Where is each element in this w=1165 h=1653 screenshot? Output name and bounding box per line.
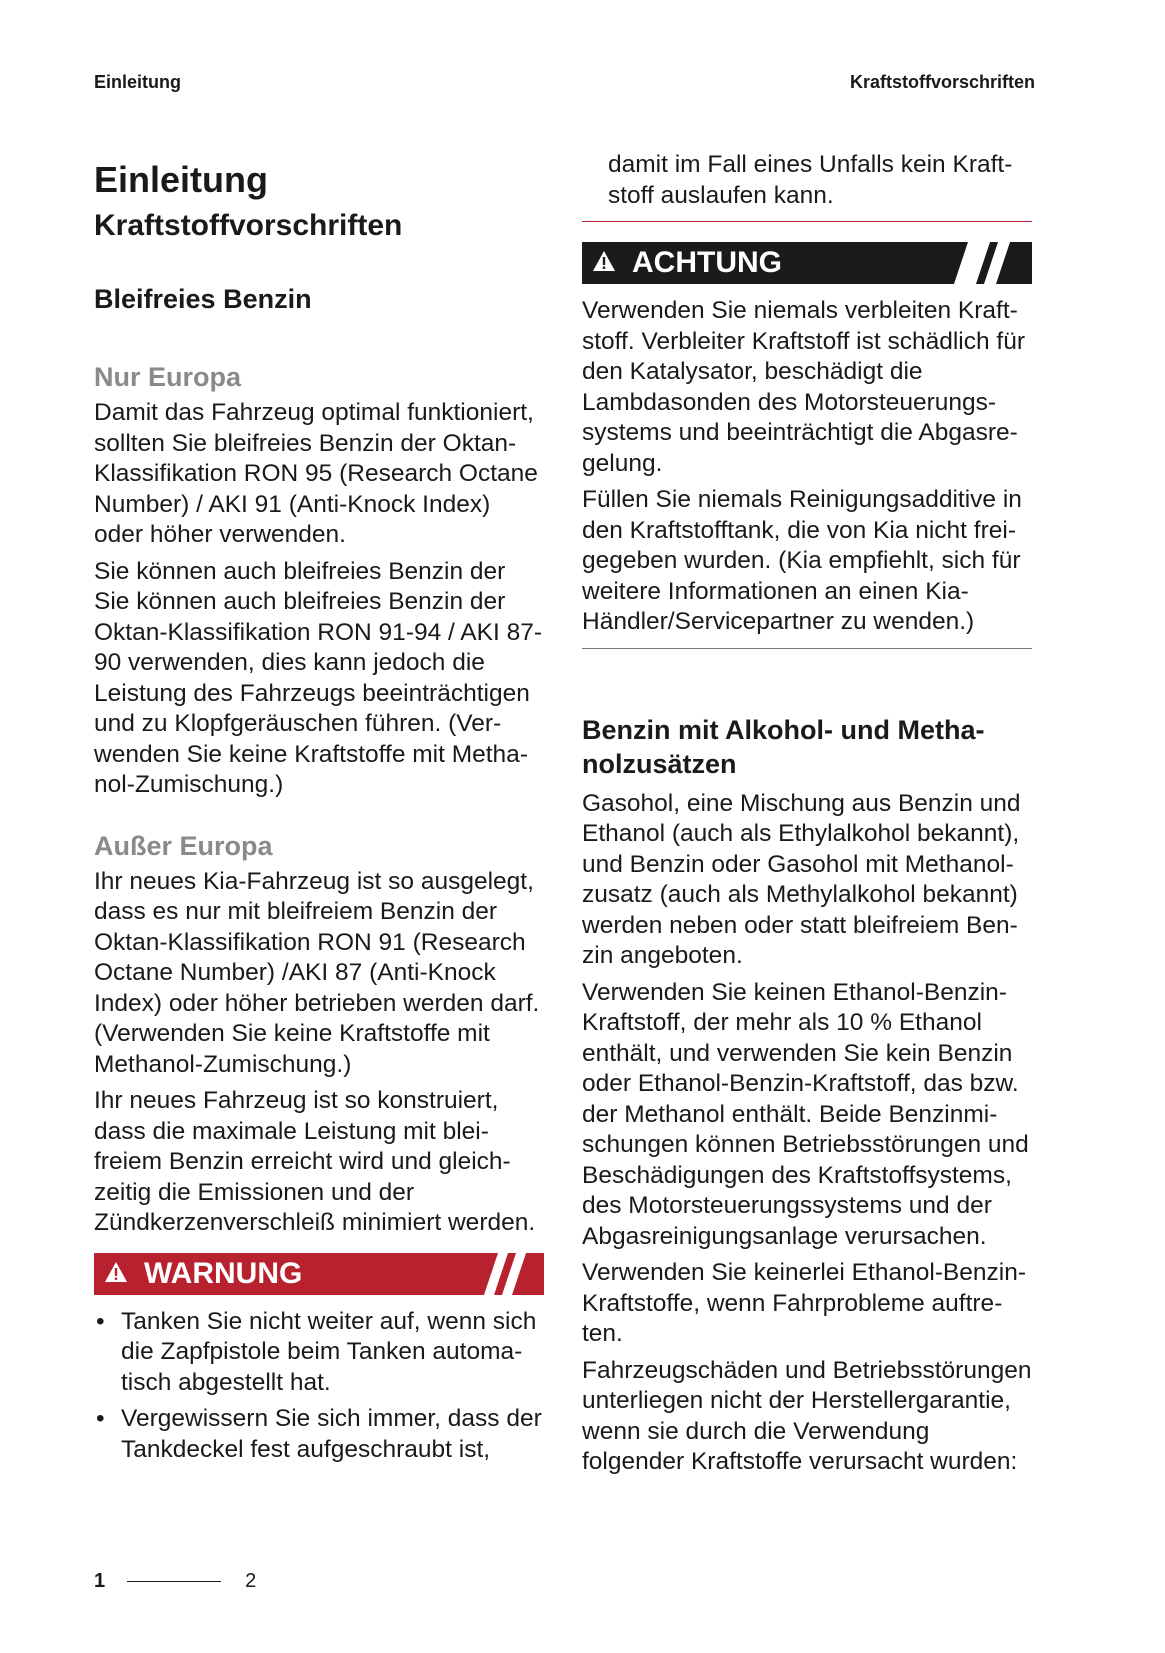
- list-item: • Vergewissern Sie sich immer, dass der Tankdeckel fest aufgeschraubt ist,: [94, 1404, 544, 1465]
- caution-paragraph-2: Füllen Sie niemals Reinigungsadditive in den Kraftstofftank, die von Kia nicht freigegeben wurden. (Kia empfiehlt, sich für weitere Informationen an einen Kia-Händler/Servicepartner zu wenden.): [582, 486, 1022, 635]
- left-column: [94, 150, 544, 1471]
- paragraph-outside-1: Ihr neues Kia-Fahrzeug ist so ausgelegt, dass es nur mit bleifreiem Benzin der Oktan-Klassifikation RON 91 (Research Octane Number) /AKI 87 (Anti-Knock Index) oder höher betrieben werden darf. (Verwenden Sie keine Kraftstoffe mit Methanol-Zumischung.): [94, 867, 540, 1078]
- running-header-right: Kraftstoffvorschriften: [849, 72, 1035, 92]
- paragraph-outside-2: Ihr neues Fahrzeug ist so konstruiert, dass die maximale Leistung mit bleifreiem Benzin erreicht wird und gleichzeitig die Emissionen und der Zündkerzenverschleiß minimiert werden.: [94, 1087, 536, 1236]
- running-header-left: Einleitung: [94, 72, 181, 92]
- paragraph-alcohol-4: Fahrzeugschäden und Betriebsstörungen unterliegen nicht der Herstellergarantie, wenn sie durch die Verwendung folgender Kraftstoffe verursacht wurden:: [582, 1356, 1032, 1475]
- caution-paragraph-1: Verwenden Sie niemals verbleiten Kraftstoff. Verbleiter Kraftstoff ist schädlich für den Katalysator, beschädigt die Lambdasonden des Motorsteuerungssystems und beeinträchtigt die Abgasregelung.: [582, 297, 1026, 477]
- warning-list-continuation: damit im Fall eines Unfalls kein Kraftstoff auslaufen kann.: [608, 151, 1013, 209]
- chapter-title: Einleitung: [94, 159, 268, 200]
- paragraph-europe-1: Damit das Fahrzeug optimal funktioniert, sollten Sie bleifreies Benzin der Oktan-Klassifikation RON 95 (Research Octane Number) / AKI 91 (Anti-Knock Index) oder höher verwenden.: [94, 399, 538, 548]
- caution-end-rule: [582, 648, 1032, 649]
- section-title: Kraftstoffvorschriften: [94, 209, 403, 242]
- caution-label: ACHTUNG: [632, 246, 782, 279]
- warning-triangle-icon: [104, 1257, 134, 1291]
- subsection-title-unleaded: Bleifreies Benzin: [94, 284, 312, 314]
- caution-banner: [582, 242, 1032, 284]
- paragraph-alcohol-2: Verwenden Sie keinen Ethanol-Benzin-Kraftstoff, der mehr als 10 % Ethanol enthält, und verwenden Sie kein Benzin oder Ethanol-Benzin-Kraftstoff, das bzw. der Methanol enthält. Beide Benzinmischungen können Betriebsstörungen und Beschädigungen des Kraftstoffsystems, des Motorsteuerungssystems und der Abgasreinigungsanlage verursachen.: [582, 978, 1029, 1250]
- warning-triangle-icon: [592, 246, 622, 280]
- warning-label: WARNUNG: [144, 1256, 303, 1290]
- chapter-number: 1: [94, 1570, 106, 1592]
- paragraph-europe-2: Sie können auch bleifreies Benzin der Sie können auch bleifreies Benzin der Oktan-Klassifikation RON 91-94 / AKI 87-90 verwenden, dies kann jedoch die Leistung des Fahrzeugs beeinträchtigen und zu Klopfgeräuschen führen. (Verwenden Sie keine Kraftstoffe mit Methanol-Zumischung.): [94, 557, 542, 798]
- right-column: [582, 150, 1032, 1484]
- warning-end-rule: [582, 221, 1032, 222]
- page-footer: [94, 1570, 256, 1593]
- page-number: 2: [245, 1570, 257, 1592]
- heading-outside-europe: Außer Europa: [94, 830, 273, 861]
- subsection-title-alcohol: Benzin mit Alkohol- und Methanolzusätzen: [582, 714, 985, 779]
- heading-europe-only: Nur Europa: [94, 362, 242, 392]
- list-item: • Tanken Sie nicht weiter auf, wenn sich die Zapfpistole beim Tanken automatisch abgestellt hat.: [94, 1307, 544, 1399]
- spacer: [94, 338, 544, 360]
- warning-stripes-decoration: [464, 1253, 544, 1295]
- paragraph-alcohol-3: Verwenden Sie keinerlei Ethanol-Benzin-Kraftstoffe, wenn Fahrprobleme auftreten.: [582, 1259, 1026, 1347]
- spacer: [94, 807, 544, 829]
- footer-rule: [127, 1581, 221, 1582]
- warning-list: [94, 1307, 544, 1466]
- caution-stripes-decoration: [952, 242, 1032, 284]
- warning-banner: [94, 1253, 544, 1295]
- paragraph-alcohol-1: Gasohol, eine Mischung aus Benzin und Ethanol (auch als Ethylalkohol bekannt), und Benzin oder Gasohol mit Methanolzusatz (auch als Methylalkohol bekannt) werden neben oder statt bleifreiem Benzin angeboten.: [582, 789, 1021, 969]
